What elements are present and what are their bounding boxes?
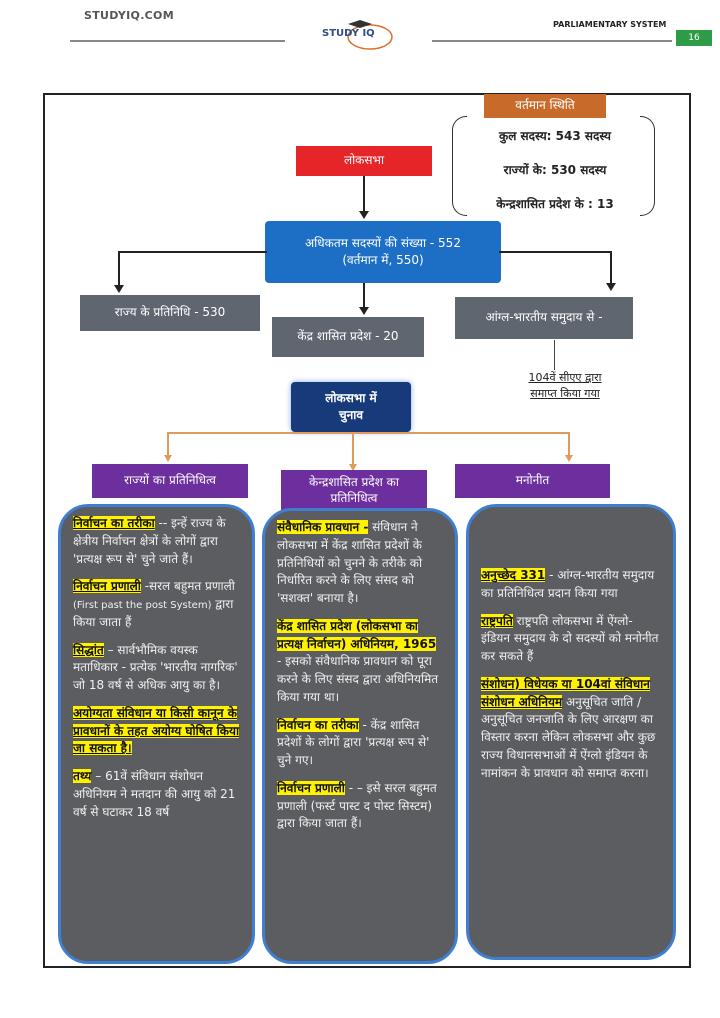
category-nominated: मनोनीत xyxy=(455,464,610,498)
anglo-note-line1: 104वें सीएए द्वारा xyxy=(528,371,602,384)
anglo-box: आंग्ल-भारतीय समुदाय से - xyxy=(455,297,633,339)
bracket-left xyxy=(452,116,467,216)
logo-text: STUDY IQ xyxy=(322,28,375,39)
col3-text2: राष्ट्रपति लोकसभा में ऐंग्लो-इंडियन समुदाय के दो सदस्यों को मनोनीत कर सकते हैं xyxy=(481,613,659,663)
col3-para2 xyxy=(481,613,661,666)
max-members-box xyxy=(265,221,501,283)
col3-heading2: राष्ट्रपति xyxy=(481,613,513,628)
col1-heading4: अयोग्यता संविधान या किसी कानून के प्रावधानों के तहत अयोग्य घोषित किया जा सकता है। xyxy=(73,705,240,756)
status-states: राज्यों के: 530 सदस्य xyxy=(503,163,607,177)
col2-text2: - इसको संवैधानिक प्रावधान को पूरा करने के लिए संसद द्वारा अधिनियमित किया गया था। xyxy=(277,654,439,704)
arrow xyxy=(359,211,369,219)
arrow xyxy=(606,283,616,291)
col1-heading2: निर्वाचन प्रणाली xyxy=(73,579,141,594)
arrow xyxy=(114,285,124,293)
col2-text1: संविधान ने लोकसभा में केंद्र शासित प्रदेशों के प्रतिनिधियों को चुनने के तरीके को निर्धारित करने के लिए संसद को 'सशक्त' बनाया है। xyxy=(277,520,423,605)
connector xyxy=(363,176,365,211)
col2-heading3: निर्वाचन का तरीका xyxy=(277,717,359,732)
header-rule-right xyxy=(432,40,672,42)
connector xyxy=(118,251,120,286)
states-rep-box: राज्य के प्रतिनिधि - 530 xyxy=(80,295,260,331)
anglo-abolished-note xyxy=(505,370,625,402)
brand-name: STUDYIQ.COM xyxy=(84,9,174,22)
connector xyxy=(167,432,169,456)
connector xyxy=(554,340,555,370)
connector xyxy=(568,432,570,456)
col1-text2: -सरल बहुमत प्रणाली xyxy=(140,579,235,594)
col3-heading1: अनुच्छेद 331 xyxy=(481,568,546,582)
elections-line1: लोकसभा में xyxy=(325,390,377,405)
col1-para4 xyxy=(73,705,240,758)
col3-text3: अनुसूचित जाति / अनुसूचित जनजाति के लिए आरक्षण का विस्तार करना लेकिन लोकसभा और कुछ राज्य विधानसभाओं में ऐंग्लो इंडियन के नामांकन के प्रावधान को समाप्त करना। xyxy=(481,694,656,780)
ut-details-panel xyxy=(262,508,458,964)
col2-heading4: निर्वाचन प्रणाली xyxy=(277,780,345,795)
col1-text1: - इन्हें राज्य के क्षेत्रीय निर्वाचन क्षेत्रों के लोगों द्वारा 'प्रत्यक्ष रूप से' चुने जाते हैं। xyxy=(73,516,226,566)
col2-text4: - – इसे सरल बहुमत प्रणाली (फर्स्ट पास्ट द पोस्ट सिस्टम) द्वारा किया जाता हैं। xyxy=(277,780,437,831)
col3-para1 xyxy=(481,567,661,603)
connector xyxy=(118,251,267,253)
category-states: राज्यों का प्रतिनिधित्व xyxy=(92,464,248,498)
category-ut xyxy=(281,470,427,510)
anglo-note-line2: समाप्त किया गया xyxy=(530,386,600,400)
col1-text2c: द्वारा किया जाता हैं xyxy=(73,597,234,629)
ut-rep-box: केंद्र शासित प्रदेश - 20 xyxy=(272,317,424,357)
category-ut-line1: केन्द्रशासित प्रदेश का xyxy=(309,474,399,489)
col3-text1: - आंग्ल-भारतीय समुदाय का प्रतिनिधित्व प्रदान किया गया xyxy=(481,568,655,600)
col2-heading2: केंद्र शासित प्रदेश (लोकसभा का प्रत्यक्ष निर्वाचन) अधिनियम, 1965 xyxy=(277,618,437,651)
col2-text3: - केंद्र शासित प्रदेशों के लोगों द्वारा 'प्रत्यक्ष रूप से' चुने गए। xyxy=(277,717,430,767)
max-members-line2: (वर्तमान में, 550) xyxy=(342,253,424,267)
arrow xyxy=(565,455,573,462)
max-members-line1: अधिकतम सदस्यों की संख्या - 552 xyxy=(305,235,461,250)
col2-para2 xyxy=(277,618,443,707)
current-status-title: वर्तमान स्थिति xyxy=(484,94,606,118)
status-uts: केन्द्रशासित प्रदेश के : 13 xyxy=(496,197,614,211)
nominated-details-panel xyxy=(466,504,676,960)
connector xyxy=(167,432,569,434)
col1-text3: – सार्वभौमिक वयस्क मताधिकार - प्रत्येक 'भारतीय नागरिक' जो 18 वर्ष से अधिक आयु का है। xyxy=(73,642,238,693)
connector xyxy=(352,432,354,466)
col1-text1a: - xyxy=(154,516,163,530)
studyiq-logo xyxy=(318,18,398,54)
arrow xyxy=(164,455,172,462)
states-details-panel xyxy=(58,504,255,964)
elections-box xyxy=(291,382,411,432)
col3-heading3: संशोधन) विधेयक या 104वां संविधान संशोधन अधिनियम xyxy=(481,676,650,709)
page-number: 16 xyxy=(676,30,712,46)
col1-text5: – 61वें संविधान संशोधन अधिनियम ने मतदान की आयु को 21 वर्ष से घटाकर 18 वर्ष xyxy=(73,769,236,819)
header-rule-left xyxy=(70,40,285,42)
connector xyxy=(499,251,611,253)
col2-para4 xyxy=(277,780,443,833)
col1-heading1: निर्वाचन का तरीका xyxy=(73,516,155,530)
col1-para3 xyxy=(73,642,240,695)
loksabha-box: लोकसभा xyxy=(296,146,432,176)
col1-heading5: तथ्य xyxy=(73,769,92,784)
col2-para3 xyxy=(277,717,443,770)
col1-para5 xyxy=(73,768,240,821)
elections-line2: चुनाव xyxy=(338,408,364,422)
col2-heading1: संवैधानिक प्रावधान - xyxy=(277,520,369,534)
col1-heading3: सिद्धांत xyxy=(73,642,104,657)
col1-text2-english: (First past the post System) xyxy=(73,600,212,611)
category-ut-line2: प्रतिनिधित्व xyxy=(330,491,378,505)
arrow xyxy=(359,307,369,315)
col1-para2 xyxy=(73,578,240,631)
page-topic: PARLIAMENTARY SYSTEM xyxy=(553,20,667,29)
col2-para1 xyxy=(277,519,443,608)
connector xyxy=(363,283,365,308)
status-total: कुल सदस्य: 543 सदस्य xyxy=(499,129,611,143)
col3-para3 xyxy=(481,676,661,783)
connector xyxy=(610,251,612,284)
col1-para1 xyxy=(73,515,240,568)
